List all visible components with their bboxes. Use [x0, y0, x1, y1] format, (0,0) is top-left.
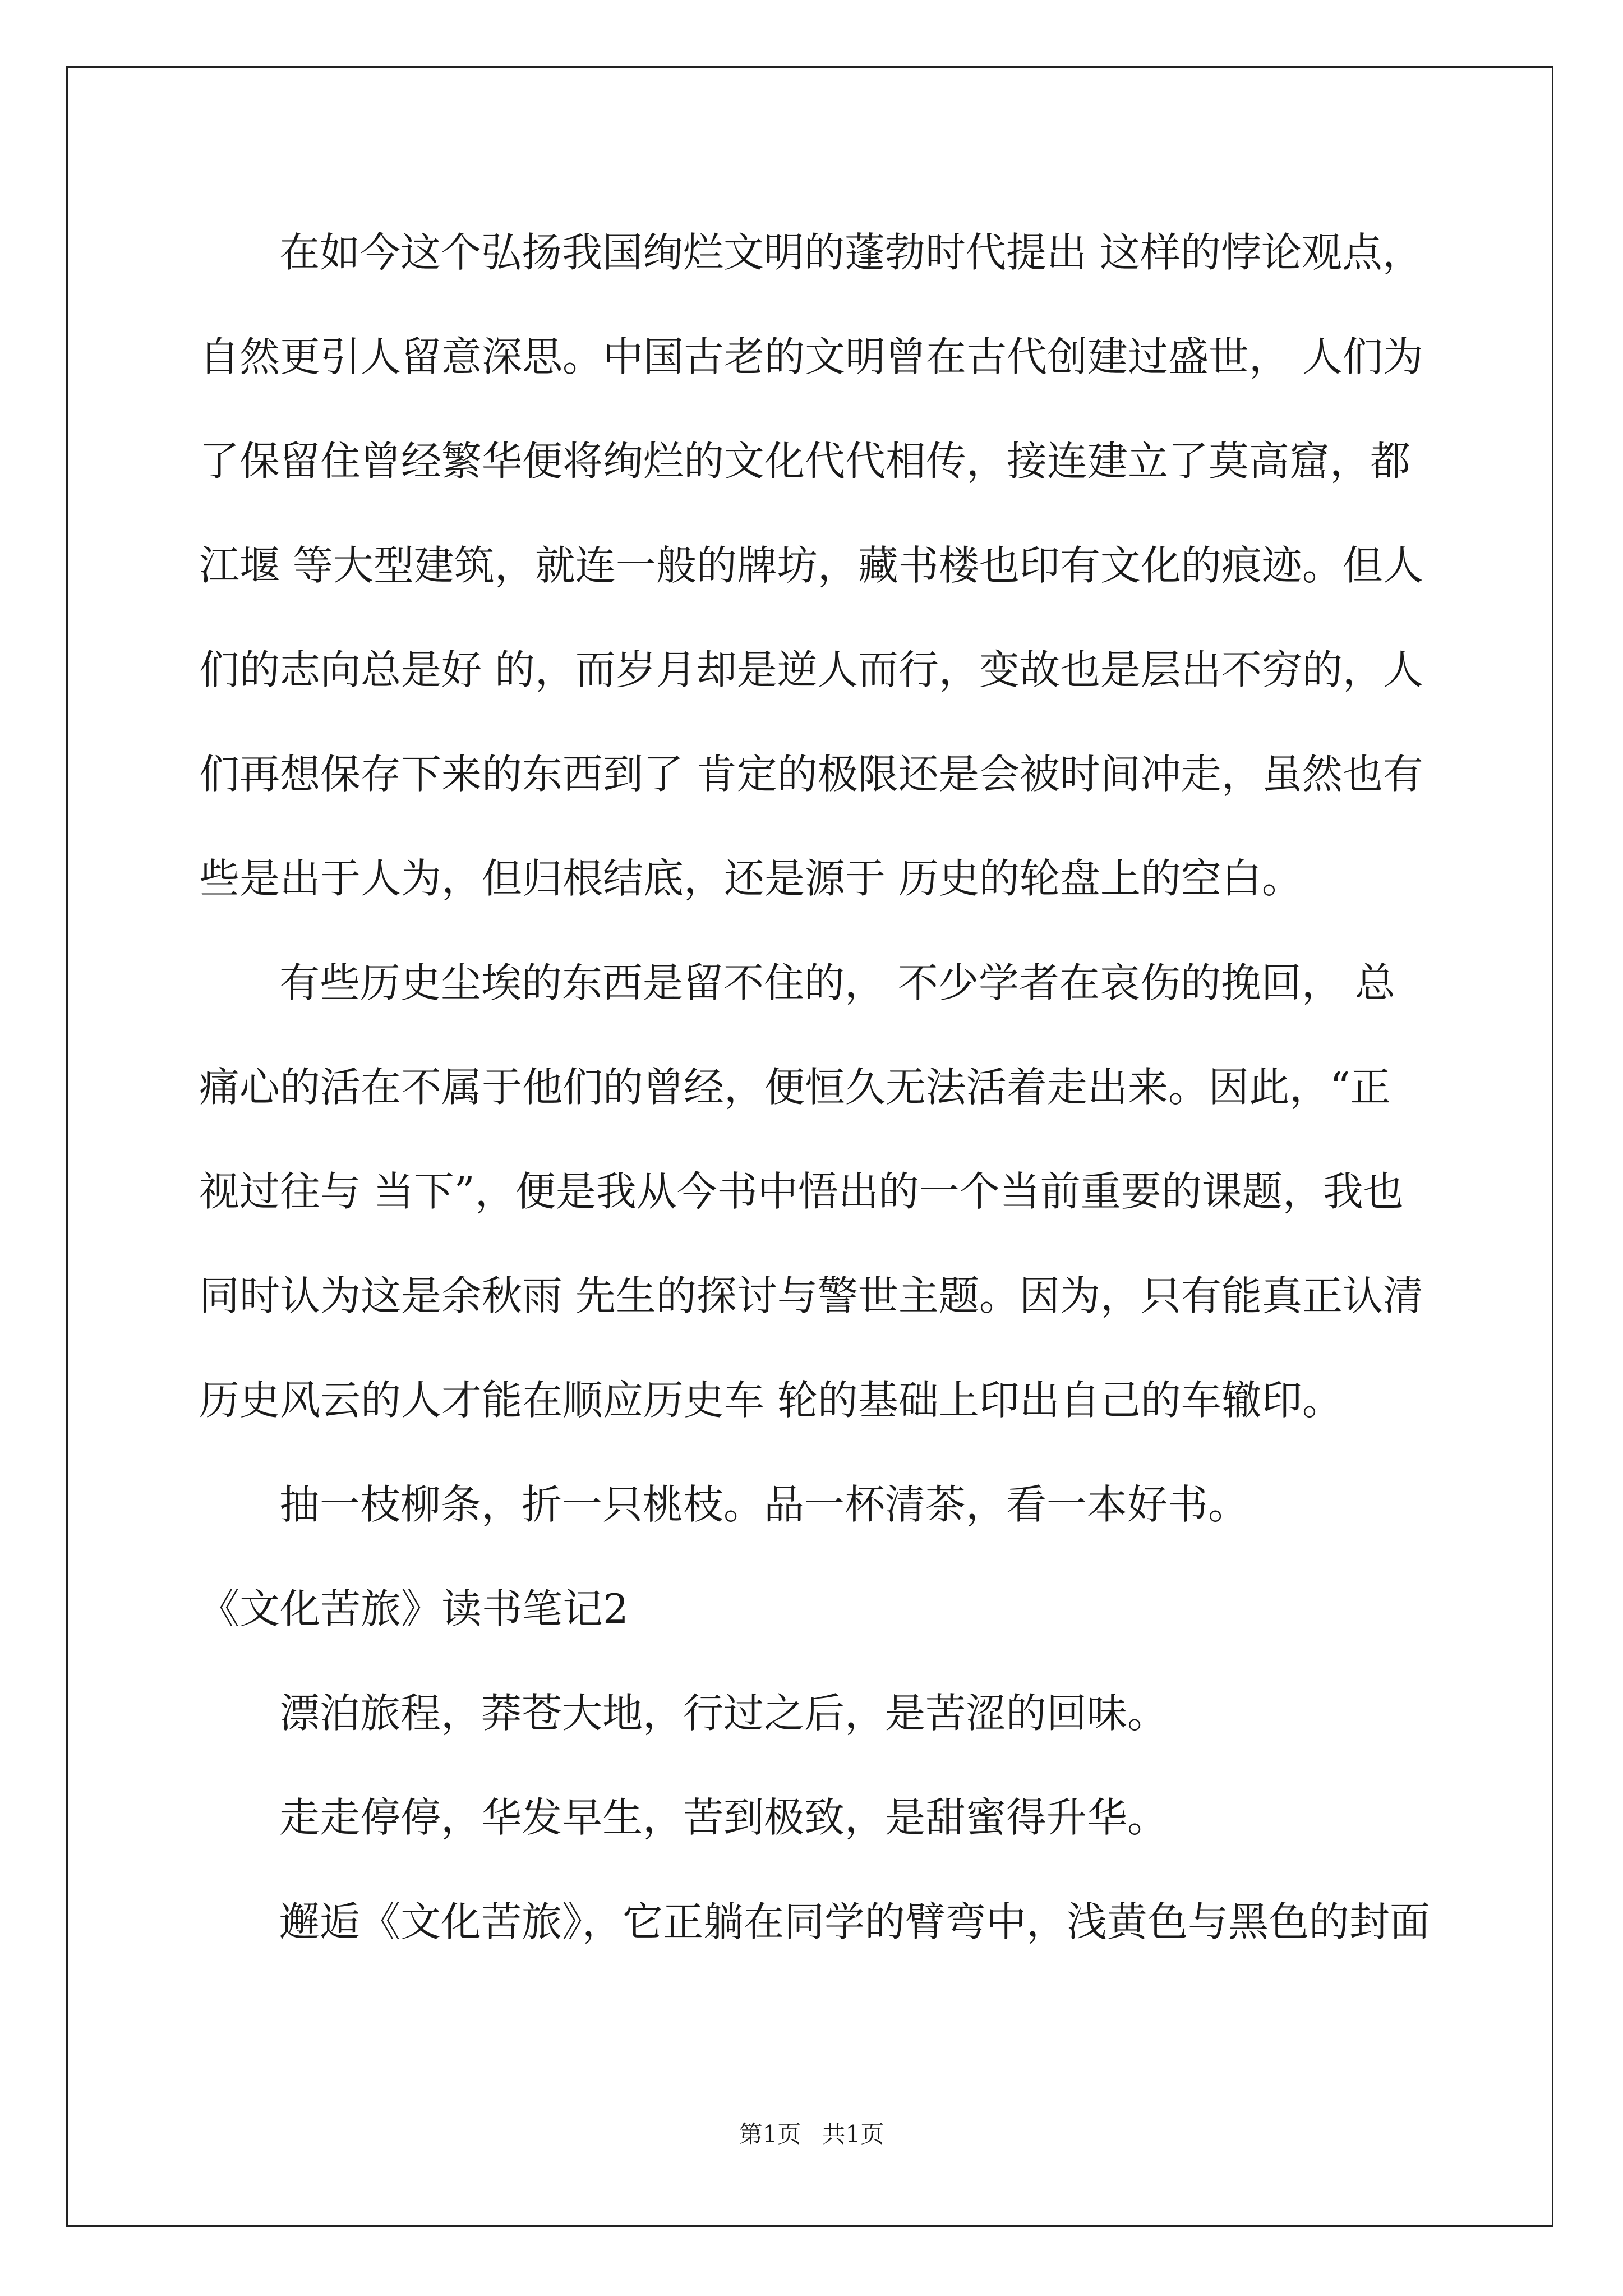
document-body: [199, 219, 1433, 1993]
paragraph-2-line-4: 同时认为这是余秋雨 先生的探讨与警世主题。因为，只有能真正认清: [199, 1272, 1423, 1319]
paragraph-2-line-2: 痛心的活在不属于他们的曾经，便恒久无法活着走出来。因此，“正: [199, 1064, 1391, 1111]
paragraph-2-line-3: 视过往与 当下”，便是我从今书中悟出的一个当前重要的课题，我也: [199, 1168, 1404, 1215]
paragraph-1-line-5: 们的志向总是好 的，而岁月却是逆人而行，变故也是层出不穷的，人: [199, 646, 1423, 693]
paragraph-3: 抽一枝柳条，折一只桃枝。品一杯清茶，看一本好书。: [279, 1481, 1249, 1528]
paragraph-1-line-4: 江堰 等大型建筑，就连一般的牌坊，藏书楼也印有文化的痕迹。但人: [199, 542, 1423, 589]
paragraph-6-line-1: 邂逅《文化苦旅》，它正躺在同学的臂弯中，浅黄色与黑色的封面: [279, 1898, 1431, 1945]
page-number: 第1页: [739, 2120, 801, 2148]
paragraph-5: 走走停停，华发早生，苦到极致，是甜蜜得升华。: [279, 1794, 1168, 1841]
page-footer: [0, 2118, 1623, 2151]
paragraph-2-line-1: 有些历史尘埃的东西是留不住的， 不少学者在哀伤的挽回， 总: [279, 959, 1395, 1006]
paragraph-1-line-6: 们再想保存下来的东西到了 肯定的极限还是会被时间冲走，虽然也有: [199, 751, 1423, 798]
paragraph-1-line-3: 了保留住曾经繁华便将绚烂的文化代代相传，接连建立了莫高窟，都: [199, 438, 1411, 485]
paragraph-1-line-1: 在如今这个弘扬我国绚烂文明的蓬勃时代提出 这样的悖论观点，: [279, 229, 1423, 276]
total-pages: 共1页: [822, 2120, 884, 2148]
section-heading: 《文化苦旅》读书笔记2: [199, 1585, 629, 1632]
paragraph-1-line-2: 自然更引人留意深思。中国古老的文明曾在古代创建过盛世， 人们为: [199, 333, 1423, 380]
paragraph-4: 漂泊旅程，莽苍大地，行过之后，是苦涩的回味。: [279, 1690, 1168, 1737]
paragraph-2-line-5: 历史风云的人才能在顺应历史车 轮的基础上印出自己的车辙印。: [199, 1377, 1343, 1424]
paragraph-1-line-7: 些是出于人为，但归根结底，还是源于 历史的轮盘上的空白。: [199, 855, 1302, 902]
